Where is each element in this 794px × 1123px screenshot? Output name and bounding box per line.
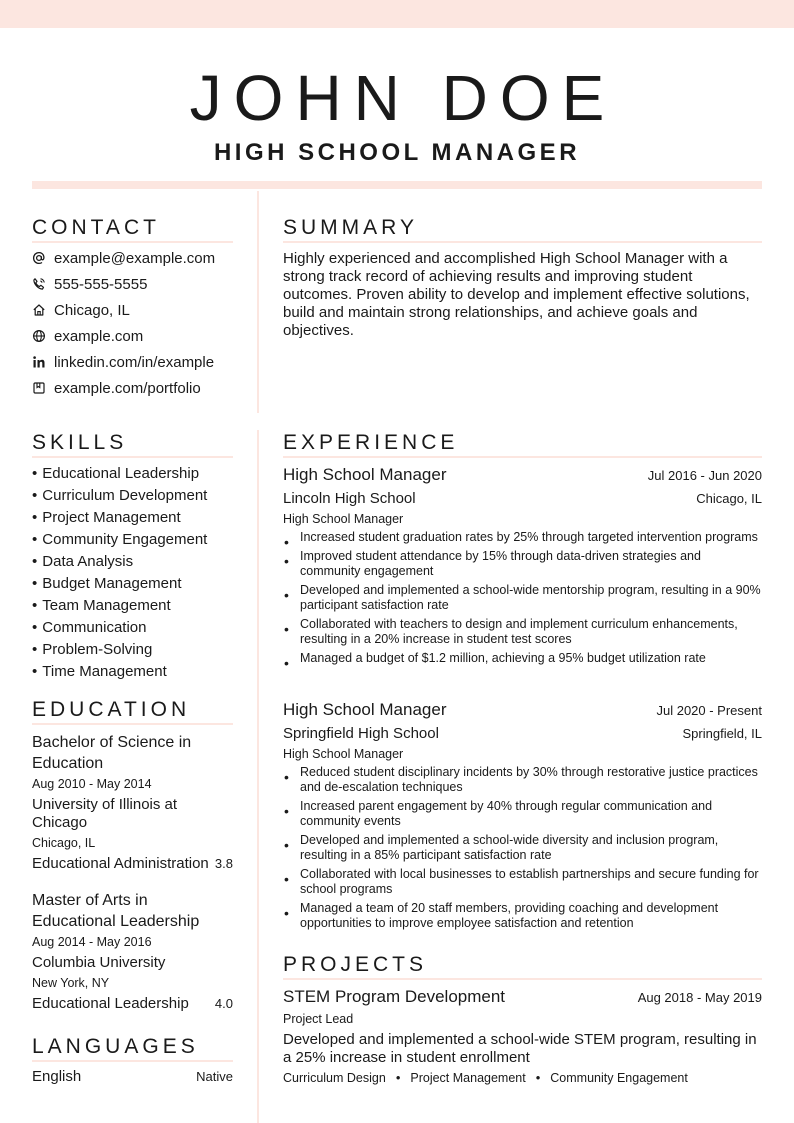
candidate-title: HIGH SCHOOL MANAGER [213, 139, 581, 166]
edu-dates: Aug 2014 - May 2016 [32, 935, 152, 949]
edu-field-row [32, 854, 233, 874]
job-bullet: • Managed a team of 20 staff members, providing coaching and development opportunities to improve employee satisfaction and retention [283, 901, 762, 931]
skill-item: • Project Management [32, 508, 181, 528]
project-dates: Aug 2018 - May 2019 [637, 990, 762, 1005]
job-dates: Jul 2020 - Present [656, 703, 762, 718]
job-title: High School Manager [283, 700, 447, 719]
globe-icon [32, 329, 46, 343]
language-level: Native [196, 1069, 233, 1084]
edu-location: New York, NY [32, 976, 110, 990]
skill-item: • Time Management [32, 662, 167, 682]
job-bullet: • Collaborated with teachers to design and implement curriculum enhancements, resulting in a 20% increase in student test scores [283, 617, 762, 647]
edu-field: Educational Leadership [32, 995, 189, 1012]
contact-portfolio[interactable]: example.com/portfolio [32, 378, 201, 398]
summary-text: Highly experienced and accomplished High School Manager with a strong track record of achieving results and improving student outcomes. Proven ability to develop and implement effective solutions, build and maintain strong relationships, and achieve goals and objectives. [283, 250, 750, 339]
job-location: Chicago, IL [696, 491, 762, 506]
project-header [283, 987, 762, 1007]
skill-item: • Curriculum Development [32, 486, 207, 506]
contact-location: Chicago, IL [32, 300, 130, 320]
skill-item: • Team Management [32, 596, 171, 616]
contact-heading: CONTACT [32, 215, 233, 243]
edu-location: Chicago, IL [32, 836, 96, 850]
languages-heading: LANGUAGES [32, 1034, 233, 1062]
language-name: English [32, 1068, 82, 1085]
project-tag: Project Management [410, 1071, 526, 1085]
job-title: High School Manager [283, 465, 447, 484]
project-description: Developed and implemented a school-wide STEM program, resulting in a 25% increase in student enrollment [283, 1031, 757, 1066]
header-divider [32, 181, 762, 189]
column-divider-top [257, 191, 259, 413]
project-tag: Community Engagement [550, 1071, 688, 1085]
job-role: High School Manager [283, 512, 404, 526]
linkedin-icon [32, 355, 46, 369]
edu-degree: Master of Arts in Educational Leadership [32, 892, 200, 930]
edu-field-row [32, 994, 233, 1014]
edu-gpa: 4.0 [214, 996, 233, 1011]
edu-gpa: 3.8 [214, 856, 233, 871]
skill-item: • Communication [32, 618, 146, 638]
edu-school: Columbia University [32, 954, 166, 971]
job-header [283, 700, 762, 720]
tag-separator: • [535, 1070, 541, 1085]
project-tag: Curriculum Design [283, 1071, 386, 1085]
job-bullet: • Developed and implemented a school-wide mentorship program, resulting in a 90% participant satisfaction rate [283, 583, 762, 613]
job-bullet: • Reduced student disciplinary incidents by 30% through restorative justice practices and de-escalation techniques [283, 765, 762, 795]
job-bullet: • Developed and implemented a school-wide diversity and inclusion program, resulting in a 85% participant satisfaction rate [283, 833, 762, 863]
summary-heading: SUMMARY [283, 215, 762, 243]
skill-item: • Data Analysis [32, 552, 133, 572]
contact-phone[interactable]: 555-555-5555 [32, 274, 147, 294]
project-role: Project Lead [283, 1012, 354, 1026]
job-bullet: • Collaborated with local businesses to establish partnerships and secure funding for school programs [283, 867, 762, 897]
job-dates: Jul 2016 - Jun 2020 [647, 468, 762, 483]
job-bullets [283, 765, 762, 935]
tag-separator: • [395, 1070, 401, 1085]
candidate-name: JOHN DOE [189, 62, 617, 134]
skill-item: • Community Engagement [32, 530, 207, 550]
skills-heading: SKILLS [32, 430, 233, 458]
contact-linkedin[interactable]: linkedin.com/in/example [32, 352, 214, 372]
job-header [283, 465, 762, 485]
portfolio-icon [32, 381, 46, 395]
edu-field: Educational Administration [32, 855, 209, 872]
projects-heading: PROJECTS [283, 952, 762, 980]
job-company: Lincoln High School [283, 490, 416, 507]
column-divider-bottom [257, 430, 259, 1123]
edu-dates: Aug 2010 - May 2014 [32, 777, 152, 791]
job-bullet: • Improved student attendance by 15% through data-driven strategies and community engagement [283, 549, 762, 579]
edu-degree: Bachelor of Science in Education [32, 734, 192, 772]
job-location: Springfield, IL [682, 726, 762, 741]
top-accent-band [0, 0, 794, 28]
job-bullet: • Increased parent engagement by 40% through regular communication and community events [283, 799, 762, 829]
job-bullet: • Increased student graduation rates by 25% through targeted intervention programs [283, 530, 762, 545]
contact-website[interactable]: example.com [32, 326, 143, 346]
skill-item: • Educational Leadership [32, 464, 199, 484]
edu-school: University of Illinois at Chicago [32, 796, 178, 831]
education-heading: EDUCATION [32, 697, 233, 725]
phone-icon [32, 277, 46, 291]
job-company-row [283, 490, 762, 507]
job-bullets [283, 530, 762, 670]
job-role: High School Manager [283, 747, 404, 761]
project-tags [283, 1070, 688, 1086]
contact-email[interactable]: example@example.com [32, 248, 215, 268]
skill-item: • Problem-Solving [32, 640, 152, 660]
skill-item: • Budget Management [32, 574, 182, 594]
project-name: STEM Program Development [283, 987, 506, 1006]
home-icon [32, 303, 46, 317]
language-row [32, 1068, 233, 1085]
job-company: Springfield High School [283, 725, 439, 742]
at-icon [32, 251, 46, 265]
job-bullet: • Managed a budget of $1.2 million, achieving a 95% budget utilization rate [283, 651, 762, 666]
experience-heading: EXPERIENCE [283, 430, 762, 458]
job-company-row [283, 725, 762, 742]
